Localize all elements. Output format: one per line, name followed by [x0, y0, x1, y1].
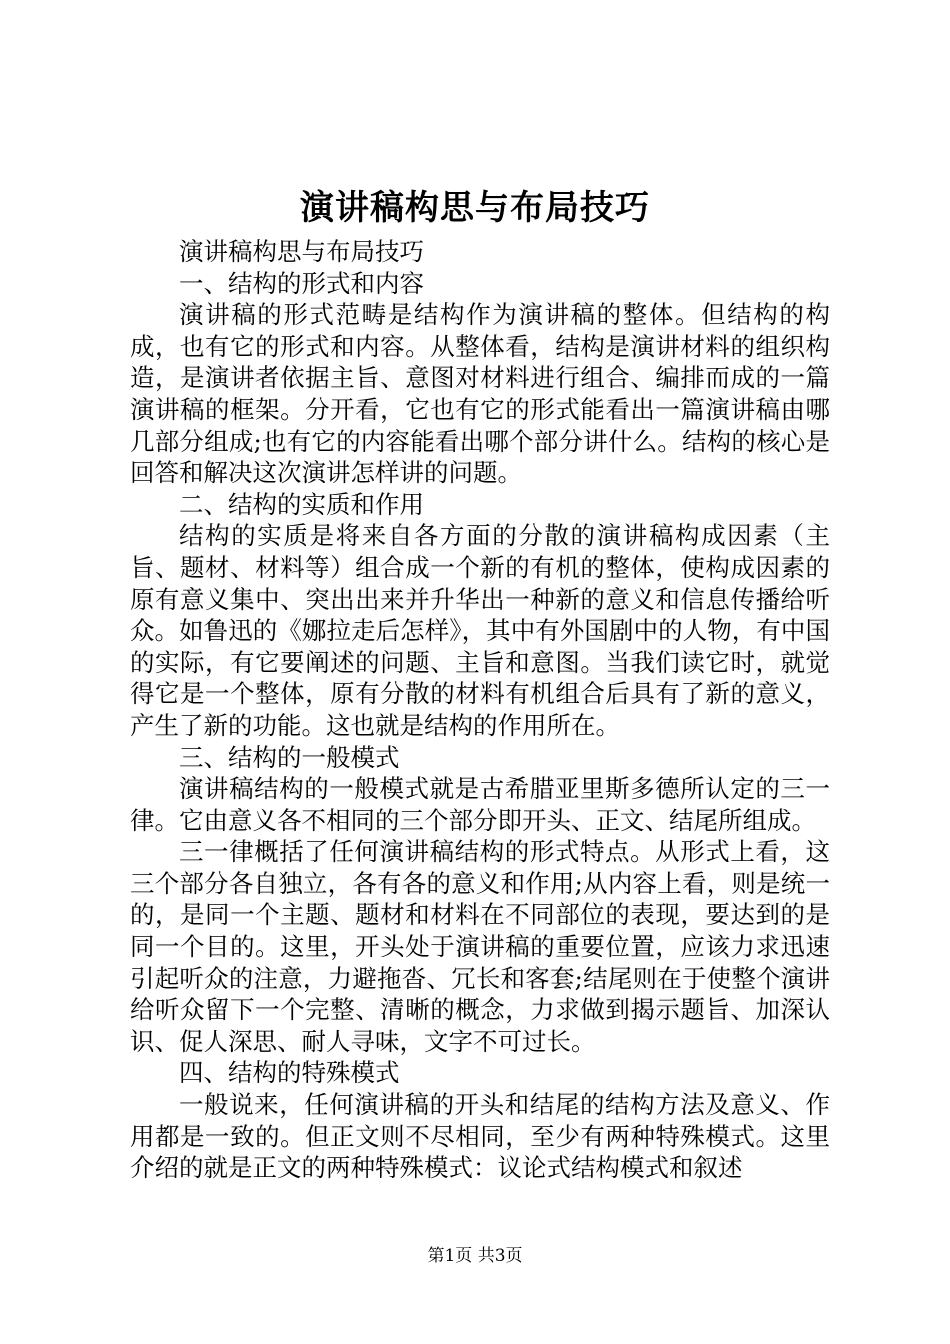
section-heading-1: 一、结构的形式和内容: [179, 268, 424, 298]
paragraph-1: 演讲稿的形式范畴是结构作为演讲稿的整体。但结构的构成，也有它的形式和内容。从整体看，结构是演讲材料的组织构造，是演讲者依据主旨、意图对材料进行组合、编排而成的一篇演讲稿的框架。分开看，它也有它的形式能看出一篇演讲稿由哪几部分组成;也有它的内容能看出哪个部分讲什么。结构的核心是回答和解决这次演讲怎样讲的问题。: [130, 300, 830, 488]
paragraph-5: 一般说来，任何演讲稿的开头和结尾的结构方法及意义、作用都是一致的。但正文则不尽相同，至少有两种特殊模式。这里介绍的就是正文的两种特殊模式：议论式结构模式和叙述: [130, 1090, 830, 1183]
section-heading-2: 二、结构的实质和作用: [179, 489, 424, 519]
paragraph-subtitle: 演讲稿构思与布局技巧: [179, 237, 424, 266]
document-title: 演讲稿构思与布局技巧: [300, 188, 650, 228]
section-heading-4: 四、结构的特殊模式: [179, 1058, 400, 1088]
paragraph-3: 演讲稿结构的一般模式就是古希腊亚里斯多德所认定的三一律。它由意义各不相同的三个部分即开头、正文、结尾所组成。: [130, 774, 830, 835]
page-number: 第1页 共3页: [427, 1246, 523, 1266]
document-body: [130, 236, 830, 1184]
paragraph-2: 结构的实质是将来自各方面的分散的演讲稿构成因素（主旨、题材、材料等）组合成一个新的有机的整体，使构成因素的原有意义集中、突出出来并升华出一种新的意义和信息传播给听众。如鲁迅的《娜拉走后怎样》，其中有外国剧中的人物，有中国的实际，有它要阐述的问题、主旨和意图。当我们读它时，就觉得它是一个整体，原有分散的材料有机组合后具有了新的意义，产生了新的功能。这也就是结构的作用所在。: [130, 521, 830, 740]
paragraph-4: 三一律概括了任何演讲稿结构的形式特点。从形式上看，这三个部分各自独立，各有各的意义和作用;从内容上看，则是统一的，是同一个主题、题材和材料在不同部位的表现，要达到的是同一个目的。这里，开头处于演讲稿的重要位置，应该力求迅速引起听众的注意，力避拖沓、冗长和客套;结尾则在于使整个演讲给听众留下一个完整、清晰的概念，力求做到揭示题旨、加深认识、促人深思、耐人寻味，文字不可过长。: [130, 837, 830, 1056]
section-heading-3: 三、结构的一般模式: [179, 742, 400, 772]
